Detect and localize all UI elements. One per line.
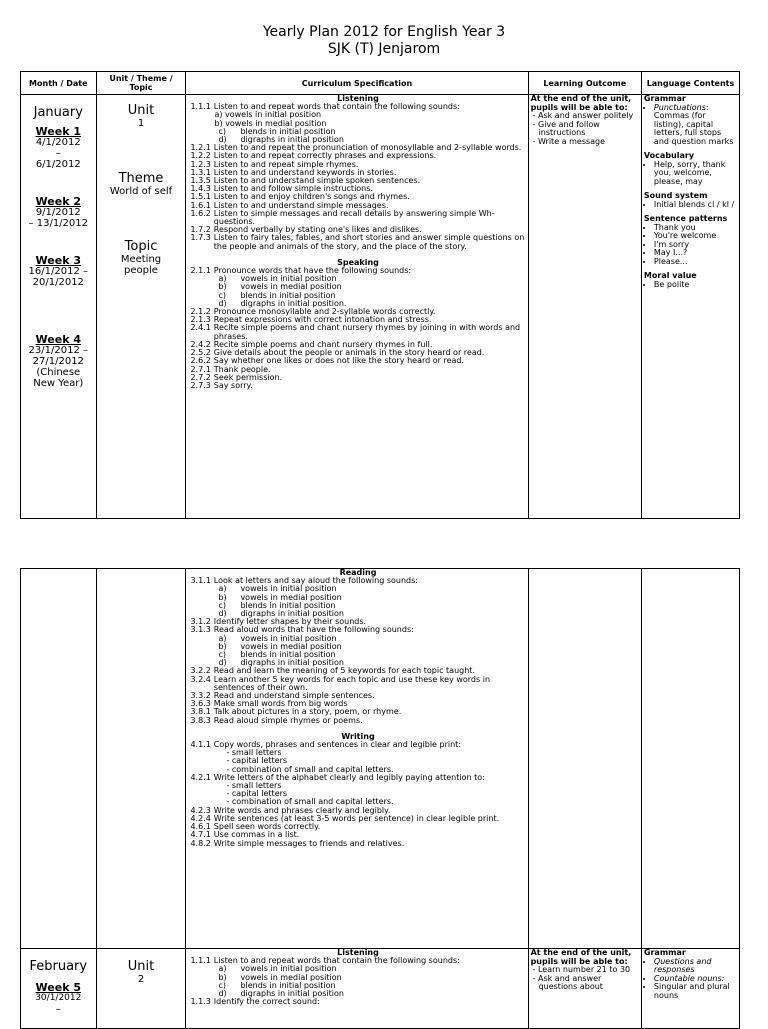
list-item: d) digraphs in initial position.: [218, 298, 347, 308]
list-item: 4.2.3 Write words and phrases clearly and legibly.: [190, 805, 391, 815]
list-item: 1.7.2 Respond verbally by stating one's likes and dislikes.: [190, 225, 422, 235]
listening-items: [190, 144, 525, 251]
table-row: [21, 949, 740, 1029]
list-item: d) digraphs in initial position: [218, 658, 344, 668]
theme-label: Theme: [118, 171, 164, 186]
list-item: 2.7.2 Seek permission.: [190, 372, 283, 382]
list-item: 3.1.3 Read aloud words that have the following sounds:: [190, 625, 414, 635]
grammar-item: • Punctuations: Commas (for listing), capital letters, full stops and question marks: [654, 104, 737, 147]
list-item: a) vowels in initial position: [214, 110, 322, 120]
list-item: d) digraphs in initial position: [218, 135, 344, 145]
section-heading-writing: Writing: [341, 731, 375, 741]
list-item: 2.5.2 Give details about the people or animals in the story heard or read.: [190, 348, 485, 358]
outcome-item: - Give and follow instructions: [532, 119, 600, 137]
list-item: 3.3.2 Read and understand simple sentences.: [190, 691, 375, 701]
list-item: - capital letters: [226, 789, 288, 799]
sound-heading: Sound system: [643, 191, 708, 200]
week-date: – 13/1/2012: [28, 218, 88, 229]
empty-cell: [21, 569, 97, 949]
week-date: 23/1/2012 –: [28, 345, 88, 356]
list-item: 2.7.3 Say sorry.: [190, 380, 253, 390]
list-item: a) vowels in initial position: [218, 633, 337, 643]
topic-label: Topic: [124, 239, 158, 254]
pattern-item: • You're welcome: [654, 232, 737, 241]
grammar-item: • Singular and plural nouns: [654, 983, 737, 1000]
reading-subitems: [190, 585, 525, 618]
week-label: Week 5: [35, 981, 82, 994]
list-item: b) vowels in medial position: [218, 282, 342, 292]
list-item: c) blends in initial position: [218, 290, 336, 300]
week-label: Week 3: [35, 254, 82, 267]
outcome-heading: At the end of the unit, pupils will be able to:: [530, 94, 632, 112]
col-header-curriculum: Curriculum Specification: [186, 72, 528, 95]
list-item: 3.2.2 Read and learn the meaning of 5 keywords for each topic taught.: [190, 666, 475, 676]
week-date: 16/1/2012 –: [28, 266, 88, 277]
month-date-cell: [21, 95, 97, 519]
list-item: 1.6.1 Listen to and understand simple messages.: [190, 200, 389, 210]
grammar-heading: Grammar: [643, 94, 686, 103]
list-item: 3.2.4 Learn another 5 key words for each topic and use these key words in sentences of their own.: [190, 674, 491, 692]
section-heading-speaking: Speaking: [337, 257, 379, 267]
list-item: a) vowels in initial position: [218, 964, 337, 974]
list-item: 4.2.1 Write letters of the alphabet clearly and legibly paying attention to:: [190, 772, 485, 782]
month-label: February: [29, 959, 88, 974]
pattern-item: • Please...: [654, 258, 737, 267]
school-name: SJK (T) Jenjarom: [327, 41, 441, 57]
unit-number: 1: [137, 118, 145, 129]
list-item: 1.1.1 Listen to and repeat words that contain the following sounds:: [190, 102, 460, 112]
unit-label: Unit: [127, 103, 155, 118]
document-title: Yearly Plan 2012 for English Year 3: [262, 24, 506, 40]
list-item: 1.2.2 Listen to and repeat correctly phrases and expressions.: [190, 151, 437, 161]
pattern-item: • Thank you: [654, 224, 737, 233]
list-item: 1.3.1 Listen to and understand keywords in stories.: [190, 167, 397, 177]
list-item: b) vowels in medial position: [218, 972, 342, 982]
list-item: 2.1.1 Pronounce words that have the following sounds:: [190, 266, 412, 276]
outcome-item: - Ask and answer politely: [532, 111, 634, 120]
list-item: 2.7.1 Thank people.: [190, 364, 271, 374]
col-header-unit: Unit / Theme / Topic: [96, 72, 186, 95]
speaking-items: [190, 308, 525, 390]
outcome-item: - Write a message: [532, 136, 606, 146]
list-item: - small letters: [226, 781, 282, 791]
list-item: 4.7.1 Use commas in a list.: [190, 830, 300, 840]
curriculum-cell: [186, 95, 528, 519]
empty-cell: [528, 569, 641, 949]
pattern-item: • May I...?: [654, 249, 737, 258]
list-item: 4.6.1 Spell seen words correctly.: [190, 822, 321, 832]
outcome-item: - Learn number 21 to 30: [532, 965, 631, 974]
list-item: 4.2.4 Write sentences (at least 3-5 words per sentence) in clear legible print.: [190, 813, 500, 823]
header-row: [21, 72, 740, 95]
month-label: January: [33, 105, 83, 120]
week-date: (Chinese: [36, 367, 81, 378]
language-contents-cell: [641, 95, 739, 519]
week-date: 30/1/2012: [35, 993, 82, 1003]
language-contents-cell: [641, 949, 739, 1029]
empty-cell: [641, 569, 739, 949]
week-date: 4/1/2012: [35, 137, 81, 148]
week-date: –: [55, 148, 61, 159]
list-item: c) blends in initial position: [218, 980, 336, 990]
week-date: 20/1/2012: [32, 277, 84, 288]
unit-theme-topic-cell: [96, 949, 186, 1029]
list-item: d) digraphs in initial position: [218, 609, 344, 619]
list-item: 1.1.3 Identify the correct sound:: [190, 997, 320, 1007]
list-item: 3.1.2 Identify letter shapes by their sounds.: [190, 617, 367, 627]
unit-number: 2: [137, 974, 145, 985]
list-item: 2.6.2 Say whether one likes or does not like the story heard or read.: [190, 356, 465, 366]
list-item: d) digraphs in initial position: [218, 989, 344, 999]
outcome-item: - Ask and answer questions about: [532, 973, 603, 991]
col-header-language: Language Contents: [641, 72, 739, 95]
week-date: New Year): [33, 378, 84, 389]
list-item: 2.1.2 Pronounce monosyllable and 2-syllable words correctly.: [190, 307, 436, 317]
month-date-cell: [21, 949, 97, 1029]
week-date: 9/1/2012: [35, 207, 81, 218]
plan-table-january: [20, 71, 740, 519]
topic-value: people: [124, 265, 158, 276]
table-row: [21, 569, 740, 949]
theme-value: World of self: [109, 186, 173, 197]
speaking-subitems: [190, 275, 525, 308]
list-item: c) blends in initial position: [218, 600, 336, 610]
list-item: c) blends in initial position: [218, 650, 336, 660]
week-label: Week 4: [35, 333, 82, 346]
list-item: - small letters: [226, 748, 282, 758]
reading-subitems: [190, 635, 525, 668]
list-item: 1.5.1 Listen to and enjoy children's songs and rhymes.: [190, 192, 410, 202]
list-item: 1.7.3 Listen to fairy tales, fables, and short stories and answer simple questions on the people and animals of the story, and the place of the story.: [190, 233, 525, 251]
list-item: 1.2.1 Listen to and repeat the pronunciation of monosyllable and 2-syllable words.: [190, 143, 522, 153]
list-item: b) vowels in medial position: [218, 592, 342, 602]
reading-items: [190, 667, 525, 724]
col-header-month: Month / Date: [21, 72, 97, 95]
list-item: c) blends in initial position: [218, 126, 336, 136]
sound-item: • Initial blends cl / kl /: [654, 201, 737, 210]
table-row: [21, 95, 740, 519]
list-item: 3.1.1 Look at letters and say aloud the following sounds:: [190, 576, 418, 586]
outcome-heading: At the end of the unit, pupils will be able to:: [530, 948, 632, 966]
week-date: –: [55, 1004, 61, 1015]
week-label: Week 1: [35, 125, 82, 138]
list-item: 1.1.1 Listen to and repeat words that contain the following sounds:: [190, 956, 460, 966]
topic-value: Meeting: [120, 254, 162, 265]
list-item: a) vowels in initial position: [218, 584, 337, 594]
pattern-item: • I'm sorry: [654, 241, 737, 250]
list-item: 3.8.1 Talk about pictures in a story, poem, or rhyme.: [190, 707, 402, 717]
list-item: - capital letters: [226, 756, 288, 766]
vocabulary-heading: Vocabulary: [643, 151, 695, 160]
week-date: 6/1/2012: [35, 159, 81, 170]
curriculum-cell: [186, 569, 528, 949]
list-item: - combination of small and capital letters.: [226, 797, 394, 807]
vocabulary-item: • Help, sorry, thank you, welcome, please, may: [654, 161, 737, 187]
list-item: b) vowels in medial position: [218, 641, 342, 651]
grammar-heading: Grammar: [643, 948, 686, 957]
unit-label: Unit: [127, 959, 155, 974]
writing-items: [190, 807, 525, 848]
listening-subitems: [190, 965, 525, 998]
list-item: a) vowels in initial position: [218, 274, 337, 284]
week-label: Week 2: [35, 195, 82, 208]
list-item: 1.3.5 Listen to and understand simple spoken sentences.: [190, 176, 421, 186]
section-heading-listening: Listening: [337, 948, 379, 957]
list-item: - combination of small and capital letters.: [226, 764, 394, 774]
list-item: 4.1.1 Copy words, phrases and sentences in clear and legible print:: [190, 740, 462, 750]
unit-theme-topic-cell: [96, 95, 186, 519]
list-item: 2.4.1 Recite simple poems and chant nursery rhymes by joining in with words and phrases.: [190, 323, 521, 341]
moral-item: • Be polite: [654, 281, 737, 290]
list-item: b) vowels in medial position: [214, 118, 327, 128]
pattern-heading: Sentence patterns: [643, 214, 728, 223]
list-item: 3.6.3 Make small words from big words: [190, 699, 348, 709]
grammar-item: • Questions and responses: [654, 958, 737, 975]
empty-cell: [96, 569, 186, 949]
list-item: 1.6.2 Listen to simple messages and recall details by answering simple Wh-questions.: [190, 208, 495, 227]
grammar-item: • Countable nouns:: [654, 975, 737, 984]
moral-heading: Moral value: [643, 271, 697, 280]
outcome-cell: [528, 95, 641, 519]
plan-table-continued: [20, 568, 740, 1029]
col-header-outcome: Learning Outcome: [528, 72, 641, 95]
outcome-cell: [528, 949, 641, 1029]
list-item: 1.2.3 Listen to and repeat simple rhymes.: [190, 159, 359, 169]
list-item: 2.1.3 Repeat expressions with correct intonation and stress.: [190, 315, 432, 325]
list-item: 3.8.3 Read aloud simple rhymes or poems.: [190, 715, 363, 725]
list-item: 4.8.2 Write simple messages to friends and relatives.: [190, 838, 405, 848]
list-item: 1.4.3 Listen to and follow simple instructions.: [190, 184, 373, 194]
section-heading-reading: Reading: [339, 568, 377, 577]
list-item: 2.4.2 Recite simple poems and chant nursery rhymes in full.: [190, 339, 433, 349]
section-heading-listening: Listening: [337, 94, 379, 103]
curriculum-cell: [186, 949, 528, 1029]
week-date: 27/1/2012: [32, 356, 84, 367]
